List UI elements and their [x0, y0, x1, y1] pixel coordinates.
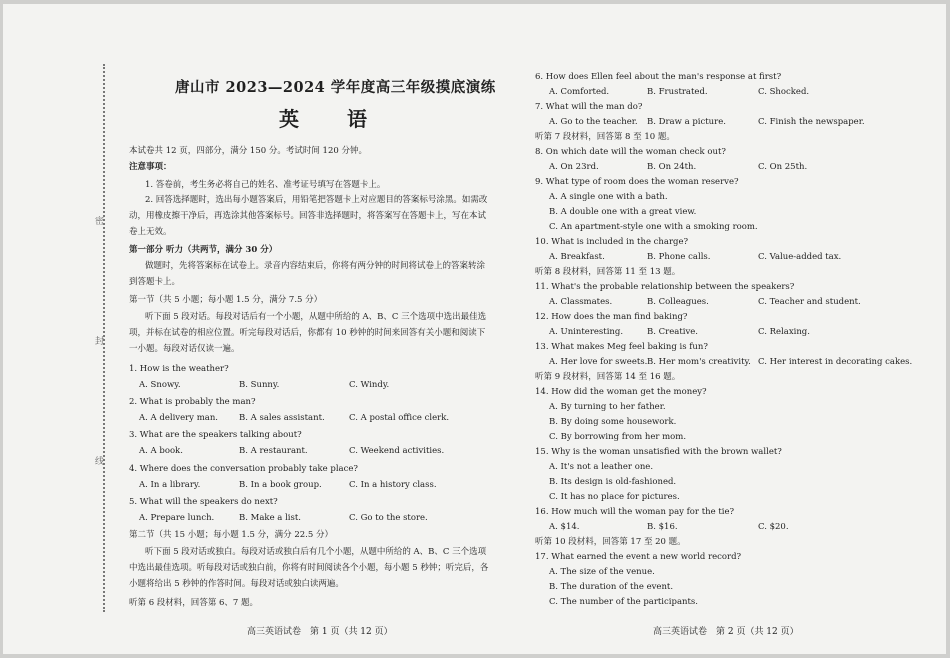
option: C. Windy.: [349, 380, 390, 390]
option: A. Breakfast.: [549, 252, 605, 262]
question: 8. On which date will the woman check out?: [535, 147, 726, 157]
option: C. In a history class.: [349, 480, 437, 490]
option: A. On 23rd.: [549, 162, 599, 172]
option: C. The number of the participants.: [549, 597, 698, 607]
question: 1. How is the weather?: [129, 364, 229, 374]
notice-heading: 注意事项：: [129, 162, 172, 172]
option: B. A restaurant.: [239, 446, 308, 456]
option: A. Comforted.: [549, 87, 610, 97]
option: B. By doing some housework.: [549, 417, 677, 427]
option: B. Draw a picture.: [647, 117, 726, 127]
material-note: 听第 9 段材料，回答第 14 至 16 题。: [535, 372, 681, 382]
option: C. $20.: [758, 522, 789, 532]
section1-heading: 第一节（共 5 小题；每小题 1.5 分，满分 7.5 分）: [129, 295, 323, 305]
option: C. Relaxing.: [758, 327, 810, 337]
subject-heading: 英 语: [279, 107, 381, 131]
question: 11. What's the probable relationship between the speakers?: [535, 282, 795, 292]
notice-item: 2. 回答选择题时，选出每小题答案后，用铅笔把答题卡上对应题目的答案标号涂黑。如需改动，用橡皮擦干净后，再选涂其他答案标号。回答非选择题时，将答案写在答题卡上，写在本试卷上无效。: [129, 195, 488, 237]
question: 6. How does Ellen feel about the man's response at first?: [535, 72, 782, 82]
option: C. Finish the newspaper.: [758, 117, 865, 127]
part1-heading: 第一部分 听力（共两节，满分 30 分）: [129, 245, 278, 255]
page-footer: 高三英语试卷 第 2 页（共 12 页）: [653, 627, 799, 637]
question: 16. How much will the woman pay for the tie?: [535, 507, 735, 517]
option: B. Make a list.: [239, 513, 301, 523]
material-note: 听第 8 段材料，回答第 11 至 13 题。: [535, 267, 681, 277]
option: B. A double one with a great view.: [549, 207, 697, 217]
option: C. A postal office clerk.: [349, 413, 450, 423]
material-note: 听第 6 段材料，回答第 6、7 题。: [129, 598, 259, 608]
option: A. Her love for sweets.: [549, 357, 648, 367]
option: A. A book.: [139, 446, 183, 456]
page-footer: 高三英语试卷 第 1 页（共 12 页）: [247, 627, 393, 637]
section2-heading: 第二节（共 15 小题；每小题 1.5 分，满分 22.5 分）: [129, 530, 333, 540]
exam-intro: 本试卷共 12 页，四部分，满分 150 分。考试时间 120 分钟。: [129, 146, 367, 156]
option: B. Creative.: [647, 327, 698, 337]
question: 9. What type of room does the woman reserve?: [535, 177, 739, 187]
option: A. Prepare lunch.: [139, 513, 215, 523]
option: B. Her mom's creativity.: [647, 357, 751, 367]
question: 10. What is included in the charge?: [535, 237, 689, 247]
option: C. Go to the store.: [349, 513, 428, 523]
question: 13. What makes Meg feel baking is fun?: [535, 342, 708, 352]
option: A. A delivery man.: [139, 413, 218, 423]
option: A. It's not a leather one.: [549, 462, 654, 472]
option: A. In a library.: [139, 480, 201, 490]
exam-title: 唐山市 2023—2024 学年度高三年级摸底演练: [175, 79, 496, 96]
binding-mark: 密: [95, 217, 105, 227]
option: C. Her interest in decorating cakes.: [758, 357, 913, 367]
option: B. Phone calls.: [647, 252, 711, 262]
option: C. Shocked.: [758, 87, 810, 97]
section1-intro: 听下面 5 段对话。每段对话后有一个小题，从题中所给的 A、B、C 三个选项中选出最佳选项，并标在试卷的相应位置。听完每段对话后，你都有 10 秒钟的时间来回答有关小题和阅读下一小题。每段对话仅读一遍。: [129, 312, 487, 354]
option: A. Go to the teacher.: [549, 117, 638, 127]
option: C. Teacher and student.: [758, 297, 861, 307]
binding-mark: 封: [95, 337, 105, 347]
option: A. The size of the venue.: [549, 567, 655, 577]
option: A. $14.: [549, 522, 580, 532]
question: 4. Where does the conversation probably take place?: [129, 464, 358, 474]
question: 3. What are the speakers talking about?: [129, 430, 302, 440]
question: 12. How does the man find baking?: [535, 312, 688, 322]
option: C. By borrowing from her mom.: [549, 432, 687, 442]
option: A. A single one with a bath.: [549, 192, 668, 202]
section2-intro: 听下面 5 段对话或独白。每段对话或独白后有几个小题，从题中所给的 A、B、C 三个选项中选出最佳选项。听每段对话或独白前，你将有时间阅读各个小题，每小题 5 秒钟；听完后，各小题将给出 5 秒钟的作答时间。每段对话或独白读两遍。: [129, 547, 489, 589]
option: B. Frustrated.: [647, 87, 708, 97]
binding-mark: 线: [95, 457, 105, 467]
question: 2. What is probably the man?: [129, 397, 256, 407]
option: A. Uninteresting.: [549, 327, 624, 337]
option: A. Classmates.: [549, 297, 613, 307]
question: 5. What will the speakers do next?: [129, 497, 278, 507]
option: C. Value-added tax.: [758, 252, 842, 262]
option: C. An apartment-style one with a smoking room.: [549, 222, 758, 232]
option: B. In a book group.: [239, 480, 322, 490]
question: 17. What earned the event a new world record?: [535, 552, 742, 562]
option: C. Weekend activities.: [349, 446, 445, 456]
option: B. A sales assistant.: [239, 413, 325, 423]
option: C. It has no place for pictures.: [549, 492, 680, 502]
question: 15. Why is the woman unsatisfied with the brown wallet?: [535, 447, 782, 457]
option: C. On 25th.: [758, 162, 808, 172]
question: 7. What will the man do?: [535, 102, 643, 112]
option: B. On 24th.: [647, 162, 697, 172]
exam-sheet: [3, 4, 946, 654]
option: B. Its design is old-fashioned.: [549, 477, 677, 487]
notice-item: 1. 答卷前，考生务必将自己的姓名、准考证号填写在答题卡上。: [145, 180, 386, 190]
option: A. By turning to her father.: [549, 402, 666, 412]
material-note: 听第 10 段材料，回答第 17 至 20 题。: [535, 537, 686, 547]
option: B. Sunny.: [239, 380, 280, 390]
material-note: 听第 7 段材料，回答第 8 至 10 题。: [535, 132, 675, 142]
option: B. Colleagues.: [647, 297, 709, 307]
part1-intro: 做题时，先将答案标在试卷上。录音内容结束后，你将有两分钟的时间将试卷上的答案转涂到答题卡上。: [129, 261, 486, 287]
option: B. The duration of the event.: [549, 582, 674, 592]
option: B. $16.: [647, 522, 678, 532]
option: A. Snowy.: [139, 380, 181, 390]
question: 14. How did the woman get the money?: [535, 387, 707, 397]
